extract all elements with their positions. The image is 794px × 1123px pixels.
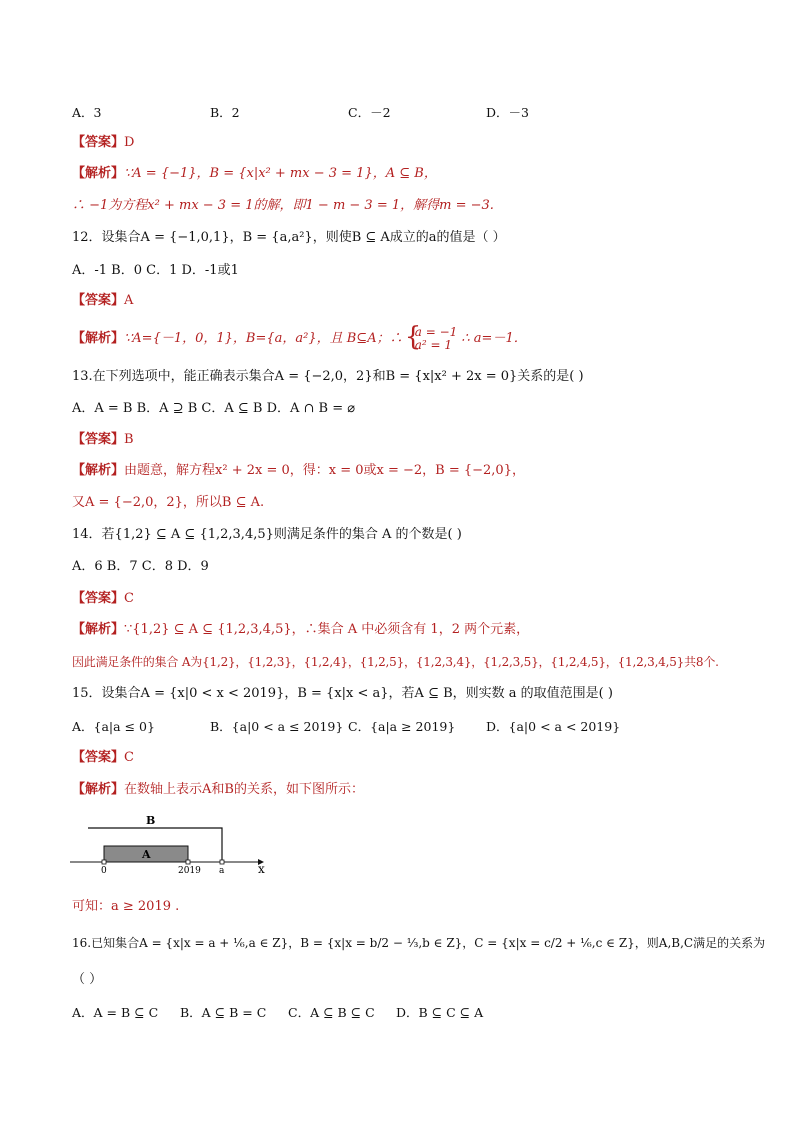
analysis-tag: 【解析】 (72, 166, 125, 181)
equation-2: a² = 1 (414, 337, 453, 352)
q12-stem: 12．设集合A = {−1,0,1}，B = {a,a²}，则使B ⊆ A成立的a的值是（ ） (72, 230, 506, 245)
analysis-text: 由题意，解方程x² + 2x = 0，得：x = 0或x = −2，B = {−2,0}， (124, 463, 525, 478)
set-a-label: A (142, 848, 151, 861)
tick-a-label: a (219, 866, 225, 876)
q16-option-b: B．A ⊆ B = C (180, 1005, 267, 1020)
q12-options: A．-1 B．0 C．1 D．-1或1 (72, 263, 239, 278)
q12-answer (72, 292, 133, 310)
analysis-tag: 【解析】 (72, 331, 125, 346)
q13-analysis-1 (72, 462, 525, 480)
answer-tag: 【答案】 (72, 432, 125, 447)
tick-0-marker (102, 860, 106, 864)
axis-x-label: x (258, 862, 265, 876)
q15-option-d: D．{a|0 < a < 2019} (486, 719, 621, 734)
answer-value: C (124, 750, 134, 765)
q15-conclusion: 可知：a ≥ 2019 . (72, 899, 180, 914)
analysis-text: 在数轴上表示A和B的关系，如下图所示： (124, 782, 364, 797)
analysis-text: ∵{1,2} ⊆ A ⊆ {1,2,3,4,5}，∴集合 A 中必须含有 1，2 两个元素， (124, 622, 530, 637)
q14-analysis-2: 因此满足条件的集合 A为{1,2}，{1,2,3}，{1,2,4}，{1,2,5}，{1,2,3,4}，{1,2,3,5}，{1,2,4,5}，{1,2,3,4,5}共8个. (72, 655, 719, 669)
q12-analysis (72, 324, 527, 354)
q15-option-c: C．{a|a ≥ 2019} (348, 719, 456, 734)
answer-tag: 【答案】 (72, 135, 125, 150)
answer-tag: 【答案】 (72, 591, 125, 606)
answer-tag: 【答案】 (72, 293, 125, 308)
set-b-label: B (146, 814, 156, 827)
q14-analysis-1 (72, 621, 529, 639)
tick-2019-marker (186, 860, 190, 864)
analysis-tag: 【解析】 (72, 622, 125, 637)
q14-options: A．6 B．7 C．8 D．9 (72, 559, 209, 574)
analysis-tag: 【解析】 (72, 463, 125, 478)
q13-stem: 13.在下列选项中，能正确表示集合A = {−2,0，2}和B = {x|x² + 2x = 0}关系的是( ) (72, 369, 584, 384)
q16-option-a: A．A = B ⊆ C (72, 1005, 159, 1020)
answer-value: A (124, 293, 134, 308)
q11-analysis-2: ∴ −1为方程x² + mx − 3 = 1的解，即1 − m − 3 = 1，解得m = −3. (72, 198, 494, 213)
q13-answer (72, 431, 134, 449)
q11-answer (72, 134, 134, 152)
equation-1: { a = −1 (414, 324, 458, 339)
equation-system (407, 326, 458, 352)
answer-value: B (124, 432, 134, 447)
q11-option-d: D．－3 (486, 105, 529, 120)
q11-option-a: A．3 (72, 105, 102, 120)
q15-answer (72, 749, 134, 767)
q16-option-c: C．A ⊆ B ⊆ C (288, 1005, 375, 1020)
q16-stem: 16.已知集合A = {x|x = a + ⅙,a ∈ Z}，B = {x|x = b/2 − ⅓,b ∈ Z}，C = {x|x = c/2 + ⅙,c ∈ Z}，则A,B,C满足的关系为 (72, 936, 766, 950)
q16-paren: （ ） (72, 972, 103, 987)
tick-0-label: 0 (101, 866, 107, 876)
answer-value: D (124, 135, 135, 150)
answer-value: C (124, 591, 134, 606)
analysis-text: ∵A={－1，0，1}，B={a，a²}，且 B⊆A；∴ (124, 331, 403, 346)
answer-tag: 【答案】 (72, 750, 125, 765)
q11-option-c: C．－2 (348, 105, 391, 120)
q15-analysis (72, 781, 364, 799)
analysis-text: ∵A = {−1}，B = {x|x² + mx − 3 = 1}，A ⊆ B， (124, 166, 437, 181)
number-line-figure (66, 812, 286, 878)
q11-option-b: B．2 (210, 105, 240, 120)
q13-options: A．A = B B．A ⊇ B C．A ⊆ B D．A ∩ B = ⌀ (72, 401, 356, 416)
q14-answer (72, 590, 134, 608)
tick-2019-label: 2019 (178, 866, 201, 876)
analysis-tag: 【解析】 (72, 782, 125, 797)
q13-analysis-2: 又A = {−2,0，2}，所以B ⊆ A. (72, 495, 265, 510)
q14-stem: 14．若{1,2} ⊆ A ⊆ {1,2,3,4,5}则满足条件的集合 A 的个数是( ) (72, 527, 462, 542)
q15-option-a: A．{a|a ≤ 0} (72, 719, 155, 734)
q11-analysis-1 (72, 165, 437, 183)
q15-option-b: B．{a|0 < a ≤ 2019} (210, 719, 344, 734)
analysis-result: ∴ a=－1． (461, 331, 527, 346)
tick-a-marker (220, 860, 224, 864)
q15-stem: 15．设集合A = {x|0 < x < 2019}，B = {x|x < a}，若A ⊆ B，则实数 a 的取值范围是( ) (72, 686, 613, 701)
q16-option-d: D．B ⊆ C ⊆ A (396, 1005, 484, 1020)
